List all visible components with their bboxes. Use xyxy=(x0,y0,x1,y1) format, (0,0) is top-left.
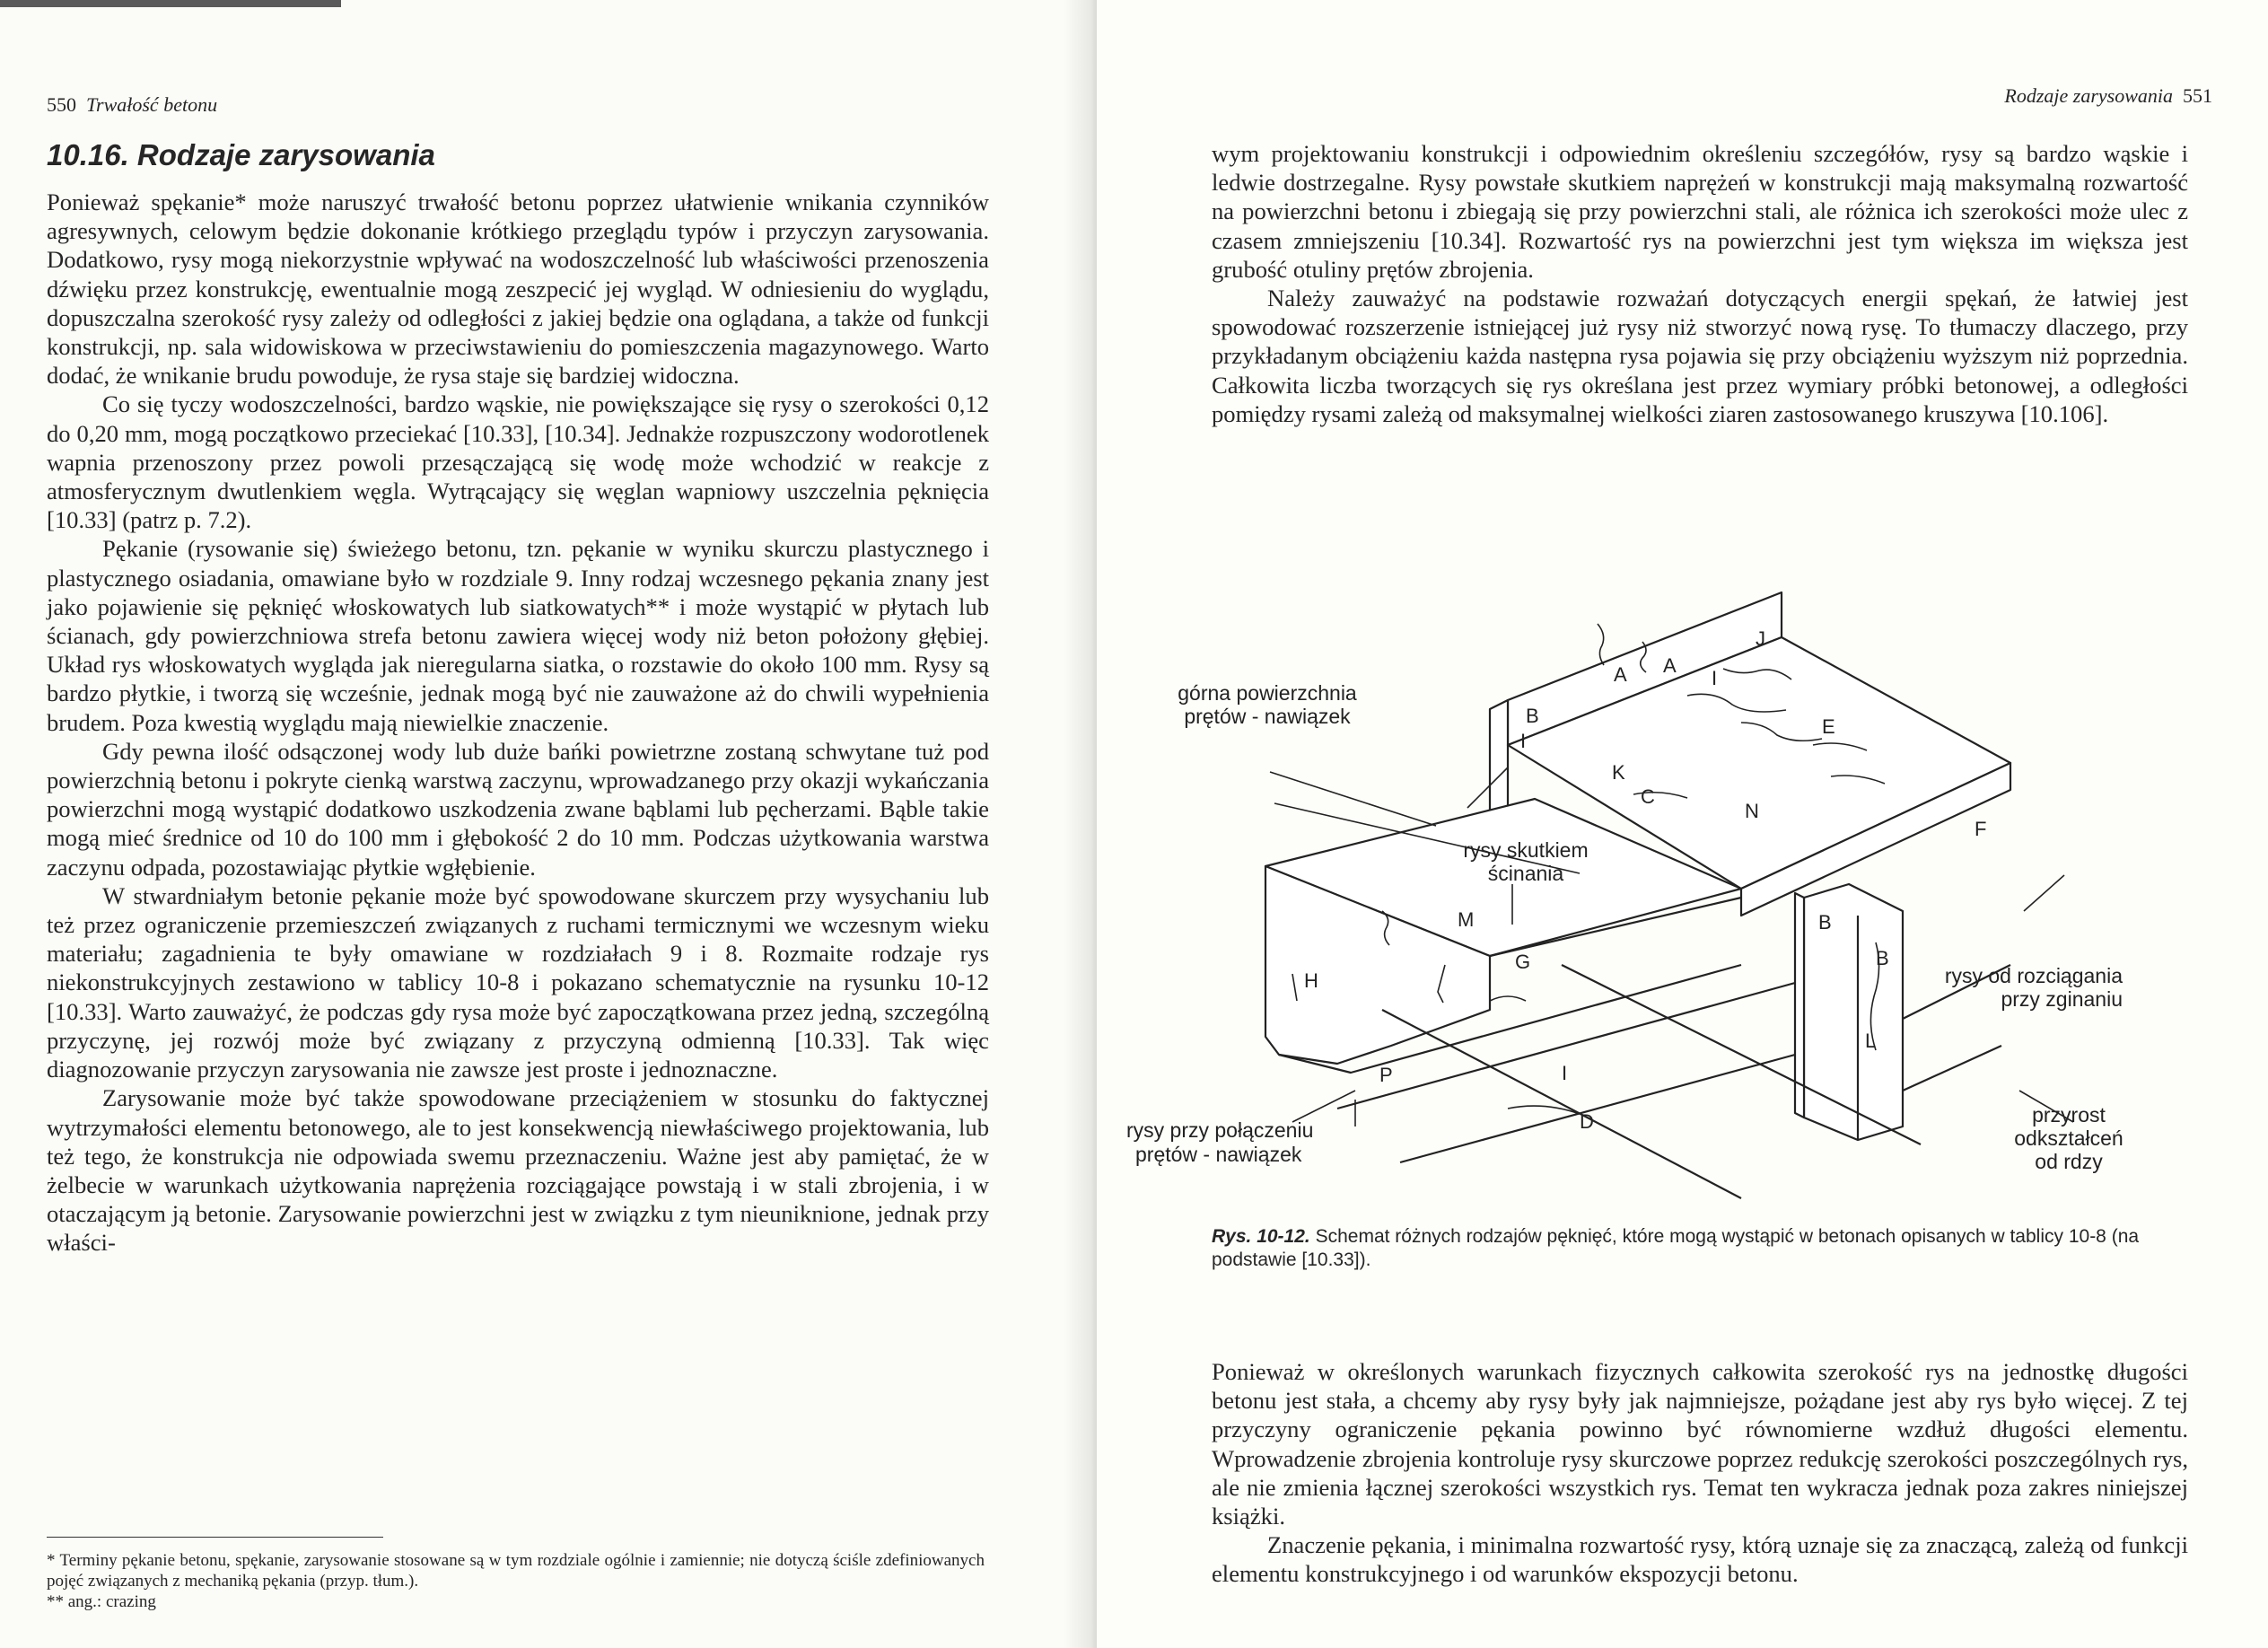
crack-letter: M xyxy=(1458,908,1475,931)
label-tension-1: rysy od rozciągania xyxy=(1944,964,2123,987)
left-body-text xyxy=(47,188,989,1258)
paragraph: wym projektowaniu konstrukcji i odpowiednim określeniu szczegółów, rysy są bardzo wąskie i ledwie dostrzegalne. Rysy powstałe skutkiem naprężeń w konstrukcji mają maksymalną rozwartość na powierzchni betonu i zbiegają się przy powierzchni stali, ale różnica ich szerokości może ulec z czasem zmniejszeniu [10.34]. Rozwartość rys na powierzchni jest tym większa im większa jest grubość otuliny prętów zbrojenia. xyxy=(1212,140,2188,283)
label-tension-2: przy zginaniu xyxy=(2001,987,2123,1011)
label-top-surface-1: górna powierzchnia xyxy=(1178,681,1357,705)
caption-label: Rys. 10-12. xyxy=(1212,1226,1310,1247)
crack-letter: I xyxy=(1520,730,1527,752)
scan-edge-mark xyxy=(0,0,341,7)
right-body-text-bottom xyxy=(1212,1357,2188,1589)
crack-letter: I xyxy=(1712,667,1718,689)
crack-letter: J xyxy=(1756,627,1765,650)
crack-letter: L xyxy=(1865,1030,1877,1052)
left-running-title: Trwałość betonu xyxy=(86,93,218,116)
paragraph: Ponieważ spękanie* może naruszyć trwałość betonu poprzez ułatwienie wnikania czynników agresywnych, celowym będzie dokonanie krótkiego przeglądu typów i przyczyn zarysowania. Dodatkowo, rysy mogą niekorzystnie wpływać na wodoszczelność lub właściwości przenoszenia dźwięku przez konstrukcję, ewentualnie mogą zeszpecić jej wygląd. W odniesieniu do wyglądu, dopuszczalna szerokość rysy zależy od odległości z jakiej będzie ona oglądana, a także od funkcji konstrukcji, np. sala widowiskowa w przeciwstawieniu do pomieszczenia magazynowego. Warto dodać, że wnikanie brudu powoduje, że rysa staje się bardziej widoczna. xyxy=(47,188,989,390)
crack-letter: F xyxy=(1975,818,1987,840)
crack-letter: H xyxy=(1304,969,1318,992)
crack-letter: P xyxy=(1379,1064,1393,1086)
crack-letter: C xyxy=(1641,785,1655,808)
paragraph: Znaczenie pękania, i minimalna rozwartość rysy, którą uznaje się za znaczącą, zależą od funkcji elementu konstrukcyjnego i od warunków ekspozycji betonu. xyxy=(1212,1531,2188,1588)
left-page-number: 550 xyxy=(47,93,76,116)
paragraph: Należy zauważyć na podstawie rozważań dotyczących energii spękań, że łatwiej jest spowodować rozszerzenie istniejącej już rysy niż stworzyć nową rysę. To tłumaczy dlaczego, przy przykładanym obciążeniu każda następna rysa pojawia się przy obciążeniu wyższym niż poprzednia. Całkowita liczba tworzących się rys określana jest przez wymiary próbki betonowej, a odległości pomiędzy rysami zależą od maksymalnej wielkości ziaren zastosowanego kruszywa [10.106]. xyxy=(1212,285,2188,427)
crack-letter: A xyxy=(1663,654,1677,677)
crack-letter: B xyxy=(1818,911,1832,934)
paragraph: Pękanie (rysowanie się) świeżego betonu, tzn. pękanie w wyniku skurczu plastycznego i plastycznego osiadania, omawiane było w rozdziale 9. Inny rodzaj wczesnego pękania znany jest jako pojawienie się pęknięć włoskowatych lub siatkowatych** i może wystąpić w płytach lub ścianach, gdy powierzchniowa strefa betonu zawiera więcej wody niż beton położony głębiej. Układ rys włoskowatych wygląda jak nieregularna siatka, o rozstawie do około 100 mm. Rysy są bardzo płytkie, i tworzą się wcześnie, jednak mogą być nie zauważone aż do chwili wypełnienia brudem. Poza kwestią wyglądu mają niewielkie znaczenie. xyxy=(47,535,989,736)
footnote-rule xyxy=(47,1537,383,1538)
left-running-head xyxy=(47,93,217,117)
crack-types-figure xyxy=(1113,588,2127,1207)
crack-letter: G xyxy=(1515,951,1531,973)
structure-outline xyxy=(1265,592,2010,1198)
caption-text: Schemat różnych rodzajów pęknięć, które mogą wystąpić w betonach opisanych w tablicy 10-8 (na podstawie [10.33]). xyxy=(1212,1226,2140,1270)
footnote: * Terminy pękanie betonu, spękanie, zarysowanie stosowane są w tym rozdziale ogólnie i zamiennie; nie dotyczą ściśle zdefiniowanych pojęć związanych z mechaniką pękania (przyp. tłum.). xyxy=(47,1551,985,1591)
left-page xyxy=(0,0,1097,1648)
paragraph: Zarysowanie może być także spowodowane przeciążeniem w stosunku do faktycznej wytrzymałości elementu betonowego, ale to jest konsekwencją niewłaściwego projektowania, lub też tego, że konstrukcja nie odpowiada swemu przeznaczeniu. Ważne jest aby pamiętać, że w żelbecie w warunkach użytkowania naprężenia rozciągające powstają i w stali zbrojenia, i w otaczającym ją betonie. Zarysowanie powierzchni jest w związku z tym nieuniknione, jednak przy właści- xyxy=(47,1084,989,1257)
crack-letter: B xyxy=(1526,705,1539,727)
right-body-text-top xyxy=(1212,139,2188,428)
paragraph: Co się tyczy wodoszczelności, bardzo wąskie, nie powiększające się rysy o szerokości 0,12 do 0,20 mm, mogą początkowo przeciekać [10.33], [10.34]. Jednakże rozpuszczony wodorotlenek wapnia przenoszony przez powoli przesączającą się wodę może wchodzić w reakcje z atmosferycznym dwutlenkiem węgla. Wytrącający się węglan wapniowy uszczelnia pęknięcia [10.33] (patrz p. 7.2). xyxy=(47,390,989,534)
paragraph: W stwardniałym betonie pękanie może być spowodowane skurczem przy wysychaniu lub też przez ograniczenie przemieszczeń związanych z ruchami termicznymi we wczesnym wieku materiału; zagadnienia te były omawiane w rozdziałach 9 i 8. Rozmaite rodzaje rys niekonstrukcyjnych zestawiono w tablicy 10-8 i pokazano schematycznie na rysunku 10-12 [10.33]. Warto zauważyć, że podczas gdy rysa może być zapoczątkowana przez jedną, szczególną przyczynę, jej rozwój może być związany z przyczyną odmienną [10.33]. Tak więc diagnozowanie przyczyn zarysowania nie zawsze jest proste i jednoznaczne. xyxy=(47,881,989,1083)
label-rust-1: przyrost xyxy=(2032,1103,2106,1126)
crack-letter: K xyxy=(1612,761,1625,784)
paragraph: Ponieważ w określonych warunkach fizycznych całkowita szerokość rys na jednostkę długości betonu jest stała, a chcemy aby rysy były jak najmniejsze, pożądane jest aby rys było więcej. Z tej przyczyny ograniczenie pękania powinno być równomierne wzdłuż długości elementu. Wprowadzenie zbrojenia kontroluje rysy skurczowe poprzez redukcję szerokości poszczególnych rys, ale nie zmienia łącznej szerokości wszystkich rys. Temat ten wykracza jednak poza zakres niniejszej książki. xyxy=(1212,1358,2188,1530)
crack-letter: N xyxy=(1745,800,1759,822)
right-page-number: 551 xyxy=(2183,84,2212,107)
crack-letter: D xyxy=(1580,1110,1594,1133)
label-shear-2: ścinania xyxy=(1487,862,1564,885)
footnote: ** ang.: crazing xyxy=(47,1592,156,1611)
crack-letter: B xyxy=(1876,947,1889,969)
label-joint-1: rysy przy połączeniu xyxy=(1126,1118,1314,1142)
section-title: 10.16. Rodzaje zarysowania xyxy=(47,138,435,171)
figure-caption xyxy=(1212,1225,2199,1272)
paragraph: Gdy pewna ilość odsączonej wody lub duże bańki powietrzne zostaną schwytane tuż pod powierzchnią betonu i pokryte cienką warstwą zaczynu, wprowadzanego przy okazji wykańczania powierzchni mogą wystąpić dodatkowo uszkodzenia zwane bąblami lub pęcherzami. Bąble takie mogą mieć średnice od 10 do 100 mm i głębokość 2 do 10 mm. Podczas użytkowania warstwa zaczynu odpada, pozostawiając płytkie wgłębienie. xyxy=(47,737,989,881)
label-top-surface-2: prętów - nawiązek xyxy=(1184,705,1351,728)
label-joint-2: prętów - nawiązek xyxy=(1135,1143,1302,1166)
right-running-title: Rodzaje zarysowania xyxy=(2004,84,2173,107)
label-rust-2: odkształceń xyxy=(2014,1126,2124,1150)
crack-letter: I xyxy=(1562,1062,1568,1084)
label-rust-3: od rdzy xyxy=(2035,1150,2103,1173)
book-gutter-shadow xyxy=(1064,0,1097,1648)
crack-letter: A xyxy=(1614,663,1627,686)
footnotes xyxy=(47,1550,985,1612)
right-running-head xyxy=(2004,84,2212,108)
label-shear-1: rysy skutkiem xyxy=(1463,838,1589,862)
crack-letter: E xyxy=(1822,715,1835,738)
